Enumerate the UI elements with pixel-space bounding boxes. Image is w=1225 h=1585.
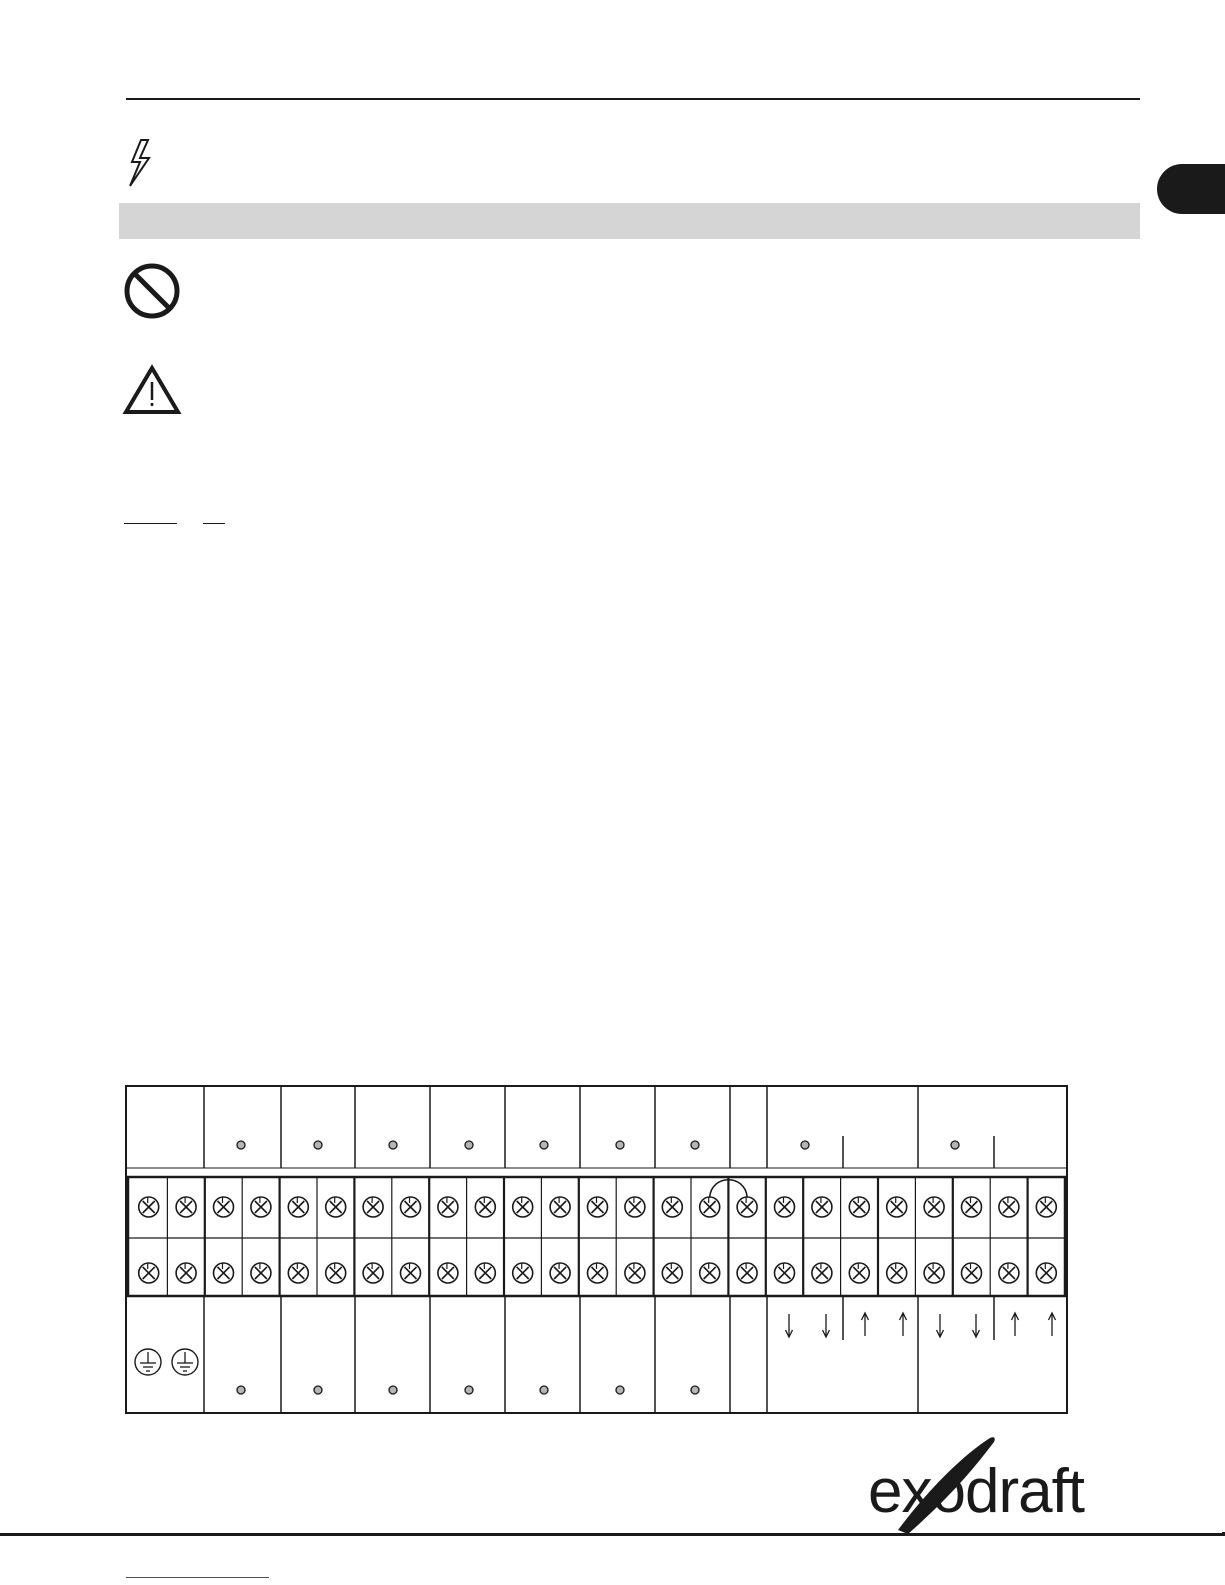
- indicator-led: [237, 1386, 245, 1394]
- indicator-led: [616, 1386, 624, 1394]
- indicator-led: [389, 1386, 397, 1394]
- indicator-led: [237, 1141, 245, 1149]
- indicator-led: [691, 1386, 699, 1394]
- indicator-led: [314, 1386, 322, 1394]
- indicator-led: [314, 1141, 322, 1149]
- terminal-block-frame: [126, 1086, 1067, 1413]
- indicator-led: [465, 1141, 473, 1149]
- indicator-led: [540, 1386, 548, 1394]
- indicator-led: [691, 1141, 699, 1149]
- indicator-led: [801, 1141, 809, 1149]
- brand-wordmark: exodraft: [868, 1457, 1085, 1526]
- indicator-led: [951, 1141, 959, 1149]
- footer-rule: [0, 1533, 1225, 1536]
- footer-link-underline: [126, 1577, 269, 1578]
- indicator-led: [540, 1141, 548, 1149]
- indicator-led: [616, 1141, 624, 1149]
- indicator-led: [389, 1141, 397, 1149]
- exodraft-logo: [868, 1430, 1168, 1540]
- indicator-led: [465, 1386, 473, 1394]
